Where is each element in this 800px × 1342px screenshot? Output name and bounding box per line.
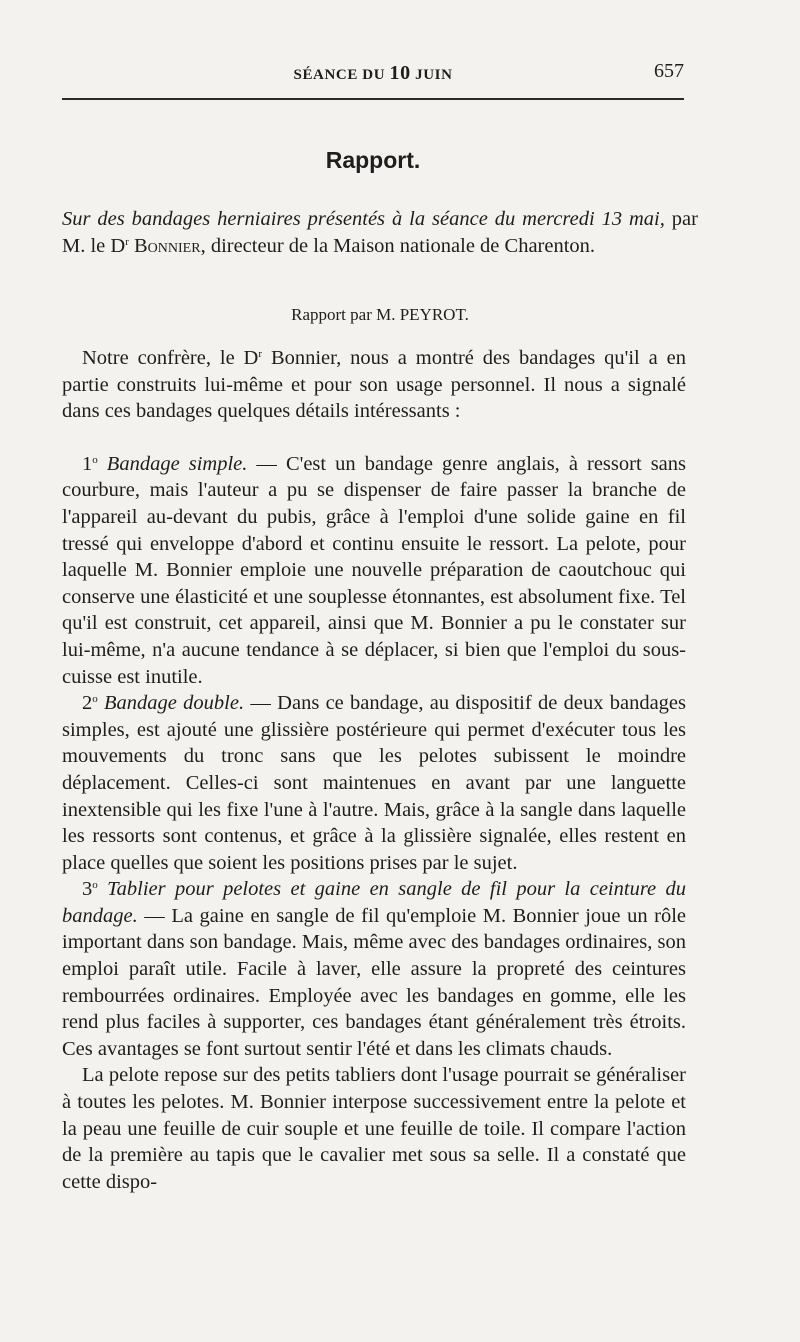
subject-sup: r [125, 236, 129, 248]
running-title-prefix: SÉANCE DU [293, 67, 386, 83]
item-number: 3 [82, 878, 93, 901]
paragraph-intro-a: Notre confrère, le D [82, 347, 259, 369]
paragraph-bandage-double [62, 690, 686, 876]
header-rule [62, 98, 684, 100]
subject-text-b: , directeur de la Maison nationale de Charenton. [200, 235, 596, 257]
item-ordinal: o [92, 453, 98, 466]
report-subject [62, 206, 698, 260]
item-text: — C'est un bandage genre anglais, à ressort sans courbure, mais l'auteur a pu se dispenser de faire passer la branche de l'appareil au-devant du pubis, grâce à l'emploi d'une solide gaine en fil tressé qui enveloppe d'abord et continu ensuite le ressort. La pelote, pour laquelle M. Bonnier emploie une nouvelle préparation de caoutchouc qui conserve une élasticité et une souplesse étonnantes, est absolument fixe. Tel qu'il est construit, cet appareil, ainsi que M. Bonnier a pu le constater sur lui-même, n'a aucune tendance à se déplacer, si bien que l'emploi du sous-cuisse est inutile. [62, 452, 686, 688]
report-author: Rapport par M. PEYROT. [291, 305, 469, 324]
running-title-month: JUIN [415, 67, 453, 83]
item-title: Tablier pour pelotes et gaine en sangle de fil pour la ceinture du bandage. [62, 878, 687, 927]
paragraph-bandage-simple [62, 451, 686, 690]
subject-name: Bonnier [134, 235, 201, 257]
running-head [62, 58, 684, 88]
item-text: — Dans ce bandage, au dispositif de deux bandages simples, est ajouté une glissière postérieure qui permet d'exécuter tous les mouvements du tronc sans que les pelotes subissent le moindre déplacement. Celles-ci sont maintenues en avant par une languette inextensible qui les fixe l'une à l'autre. Mais, grâce à la sangle dans laquelle les ressorts sont contenus, et grâce à la glissière signalée, elles restent en place quelles que soient les positions prises par le sujet. [62, 692, 687, 874]
subject-text-a: par M. le D [62, 208, 698, 257]
running-title-day: 10 [389, 62, 411, 84]
section-title: Rapport. [325, 147, 421, 173]
item-ordinal: o [92, 879, 98, 892]
item-text: — La gaine en sangle de fil qu'emploie M. Bonnier joue un rôle important dans son bandage. Mais, même avec des bandages ordinaires, son emploi paraît utile. Facile à laver, elle assure la propreté des ceintures rembourrées ordinaires. Employée avec les bandages en gomme, elle les rend plus faciles à supporter, ces bandages étant généralement très étroits. Ces avantages se font surtout sentir l'été et dans les climats chauds. [62, 904, 686, 1060]
running-title [62, 62, 684, 85]
paragraph-pelote: La pelote repose sur des petits tabliers dont l'usage pourrait se généraliser à toutes les pelotes. M. Bonnier interpose successivement entre la pelote et la peau une feuille de cuir souple et une feuille de toile. Il compare l'action de la première au tapis que le cavalier met sous sa selle. Il a constaté que cette dispo- [62, 1064, 686, 1193]
item-number: 2 [82, 692, 93, 715]
item-title: Bandage simple. [106, 452, 248, 475]
item-number: 1 [82, 452, 93, 475]
item-title: Bandage double. [104, 692, 245, 715]
item-ordinal: o [92, 693, 98, 706]
page-number: 657 [654, 60, 684, 82]
paragraph-tablier [62, 876, 686, 1062]
paragraph-intro-sup: r [258, 348, 263, 360]
subject-italic: Sur des bandages herniaires présentés à la séance du mercredi 13 mai, [62, 208, 665, 230]
paragraph-intro-b: Bonnier, nous a montré des bandages qu'il a en partie construits lui-même et pour son usage personnel. Il nous a signalé dans ces bandages quelques détails intéressants : [62, 347, 686, 423]
body-text [62, 345, 686, 1195]
paragraph-intro [62, 345, 686, 425]
